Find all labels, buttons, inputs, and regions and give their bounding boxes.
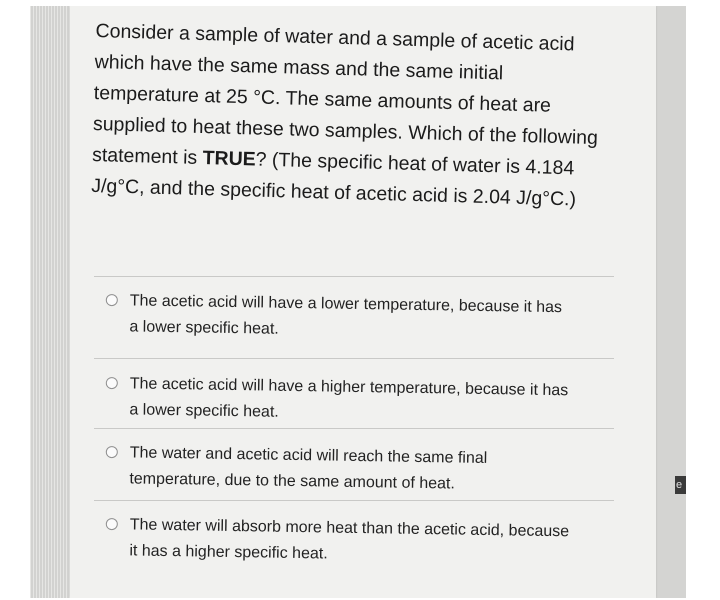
side-text-fragment: e bbox=[675, 476, 686, 494]
question-card bbox=[70, 6, 656, 598]
answer-option-label: The water will absorb more heat than the acetic acid, because it has a higher specific heat. bbox=[129, 516, 570, 563]
divider bbox=[94, 276, 614, 277]
radio-button[interactable] bbox=[106, 446, 118, 458]
photo-frame bbox=[30, 6, 686, 598]
answer-option-label: The water and acetic acid will reach the same final temperature, due to the same amount of heat. bbox=[129, 444, 488, 493]
answer-option-2[interactable] bbox=[105, 371, 569, 434]
question-emphasis: TRUE bbox=[202, 147, 257, 171]
answer-option-label: The acetic acid will have a lower temperature, because it has a lower specific heat. bbox=[129, 292, 563, 338]
divider bbox=[94, 500, 614, 501]
divider bbox=[94, 358, 614, 359]
radio-button[interactable] bbox=[106, 518, 118, 530]
radio-button[interactable] bbox=[106, 294, 118, 306]
background-edge bbox=[30, 6, 70, 598]
answer-option-4[interactable] bbox=[105, 512, 570, 575]
divider bbox=[94, 428, 614, 429]
answer-option-label: The acetic acid will have a higher temperature, because it has a lower specific heat. bbox=[129, 375, 569, 421]
question-text-part: Consider a sample of water and a sample of acetic acid which have the same mass and the same initial temperature at 25 °C. The same amounts of heat are supplied to heat these two samples. Which of the following statement is bbox=[91, 19, 599, 170]
answer-option-3[interactable] bbox=[105, 440, 566, 503]
question-text bbox=[91, 16, 606, 216]
answer-option-1[interactable] bbox=[105, 288, 566, 351]
question-text-part: ? (The specific heat of water is 4.184 J/g°C, and the specific heat of acetic acid is 2.04 J/g°C.) bbox=[90, 148, 577, 211]
radio-button[interactable] bbox=[106, 377, 118, 389]
